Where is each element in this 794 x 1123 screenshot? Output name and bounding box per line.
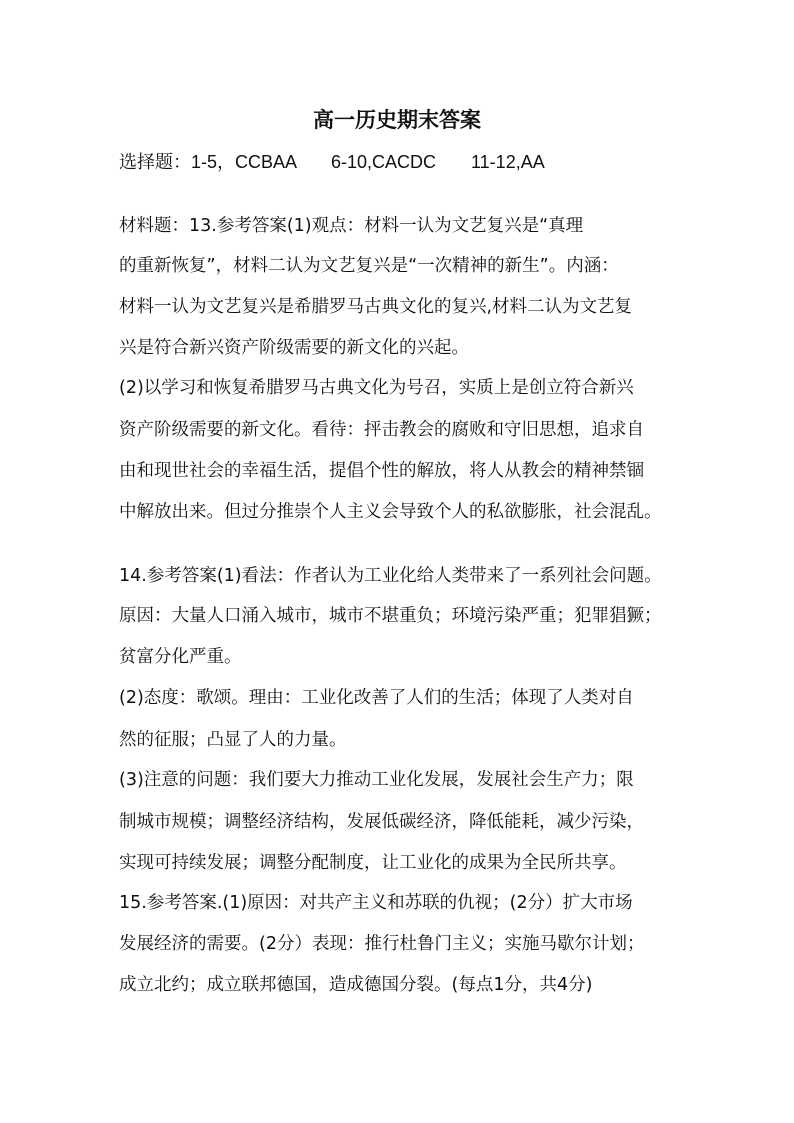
answer-line: 发展经济的需要。(2分）表现：推行杜鲁门主义；实施马歇尔计划； — [119, 934, 645, 954]
answer-line: 成立北约；成立联邦德国，造成德国分裂。(每点1分，共4分) — [119, 975, 593, 995]
answer-line: (3)注意的问题：我们要大力推动工业化发展，发展社会生产力；限 — [119, 770, 634, 790]
answer-line: 原因：大量人口涌入城市，城市不堪重负；环境污染严重；犯罪猖獗； — [119, 606, 662, 626]
choice-answers-6-10: 6-10,CACDC — [331, 152, 437, 172]
answer-line: 中解放出来。但过分推崇个人主义会导致个人的私欲膨胀，社会混乱。 — [119, 502, 662, 522]
answer-line: 然的征服；凸显了人的力量。 — [119, 730, 347, 750]
choice-answers-1-5: 1-5，CCBAA — [191, 152, 298, 172]
answer-line: 的重新恢复”，材料二认为文艺复兴是“一次精神的新生”。内涵： — [119, 256, 619, 276]
answer-line: 14.参考答案(1)看法：作者认为工业化给人类带来了一系列社会问题。 — [119, 566, 662, 586]
answer-line: (2)态度：歌颂。理由：工业化改善了人们的生活；体现了人类对自 — [119, 688, 634, 708]
answer-line: 实现可持续发展；调整分配制度，让工业化的成果为全民所共享。 — [119, 853, 627, 873]
answer-line: 材料题：13.参考答案(1)观点：材料一认为文艺复兴是“真理 — [119, 216, 584, 236]
answer-line: (2)以学习和恢复希腊罗马古典文化为号召，实质上是创立符合新兴 — [119, 378, 634, 398]
answer-line: 材料一认为文艺复兴是希腊罗马古典文化的复兴,材料二认为文艺复 — [119, 297, 633, 317]
answer-line: 资产阶级需要的新文化。看待：抨击教会的腐败和守旧思想，追求自 — [119, 420, 644, 440]
choice-answers-11-12: 11-12,AA — [471, 152, 545, 172]
page-title: 高一历史期末答案 — [313, 108, 481, 132]
answer-line: 兴是符合新兴资产阶级需要的新文化的兴起。 — [119, 338, 469, 358]
answer-line: 由和现世社会的幸福生活，提倡个性的解放，将人从教会的精神禁锢 — [119, 461, 644, 481]
answer-line: 15.参考答案.(1)原因：对共产主义和苏联的仇视；(2分）扩大市场 — [119, 893, 633, 913]
multiple-choice-answers — [119, 148, 545, 174]
answer-line: 制城市规模；调整经济结构，发展低碳经济，降低能耗，减少污染， — [119, 812, 644, 832]
choice-label: 选择题： — [119, 152, 191, 172]
answer-line: 贫富分化严重。 — [119, 647, 242, 667]
